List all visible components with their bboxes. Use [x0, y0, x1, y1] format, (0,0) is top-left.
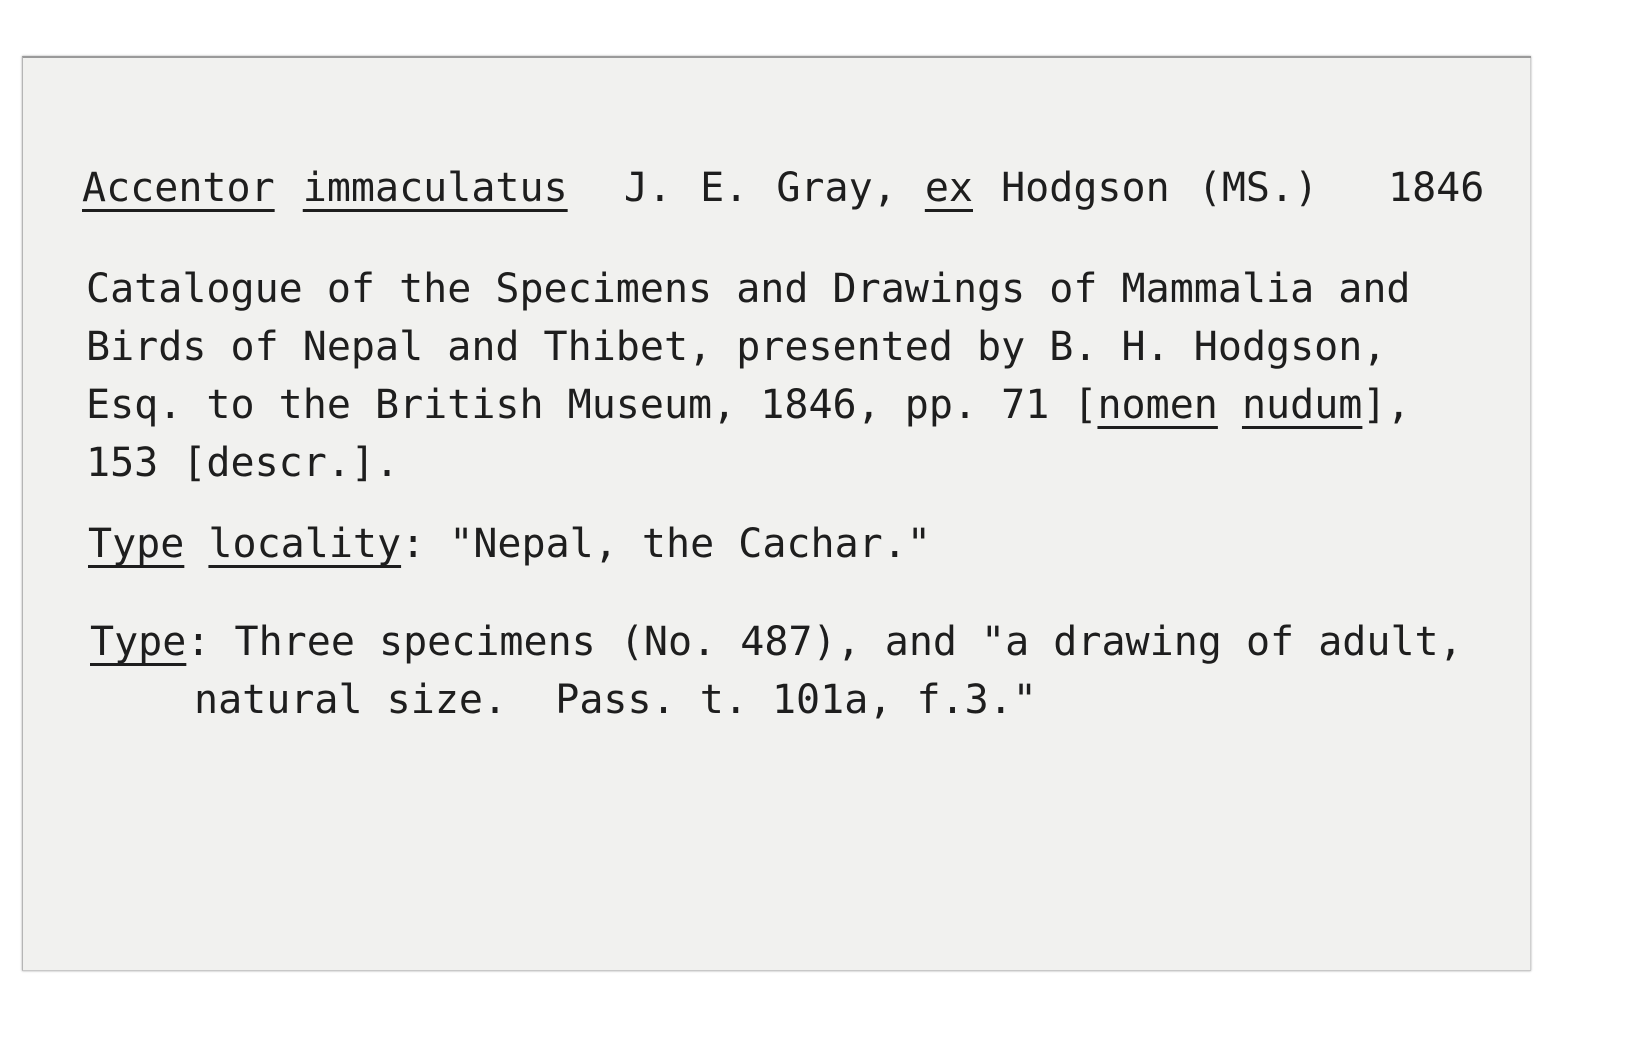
type-specimen-label: Type — [90, 619, 187, 665]
type-label: Type — [88, 521, 185, 567]
taxon-heading — [82, 160, 1318, 216]
author-gray: J. E. Gray, — [623, 165, 897, 211]
nudum-word: nudum — [1241, 382, 1363, 428]
citation-line-3-prefix: Esq. to the British Museum, 1846, pp. 71 [ — [86, 382, 1098, 428]
type-locality-value: "Nepal, the Cachar." — [449, 521, 931, 567]
publication-year: 1846 — [1388, 165, 1485, 211]
type-line — [90, 614, 1463, 670]
author-hodgson: Hodgson (MS.) — [1001, 165, 1319, 211]
type-colon: : — [186, 619, 211, 665]
genus-name: Accentor — [82, 165, 275, 211]
locality-colon: : — [401, 521, 426, 567]
species-name: immaculatus — [302, 165, 568, 211]
citation-block — [86, 260, 1411, 492]
ex-word: ex — [924, 165, 973, 211]
locality-label: locality — [208, 521, 402, 567]
citation-line-3-suffix: ], — [1362, 382, 1411, 428]
citation-line-2: Birds of Nepal and Thibet, presented by B. H. Hodgson, — [86, 324, 1387, 370]
citation-line-1: Catalogue of the Specimens and Drawings of Mammalia and — [86, 266, 1411, 312]
type-locality-line — [88, 516, 931, 572]
type-value-line-1: Three specimens (No. 487), and "a drawing of adult, — [234, 619, 1463, 665]
citation-line-4: 153 [descr.]. — [86, 440, 400, 486]
type-value-line-2: natural size. Pass. t. 101a, f.3." — [194, 677, 1037, 723]
nomen-word: nomen — [1097, 382, 1218, 428]
